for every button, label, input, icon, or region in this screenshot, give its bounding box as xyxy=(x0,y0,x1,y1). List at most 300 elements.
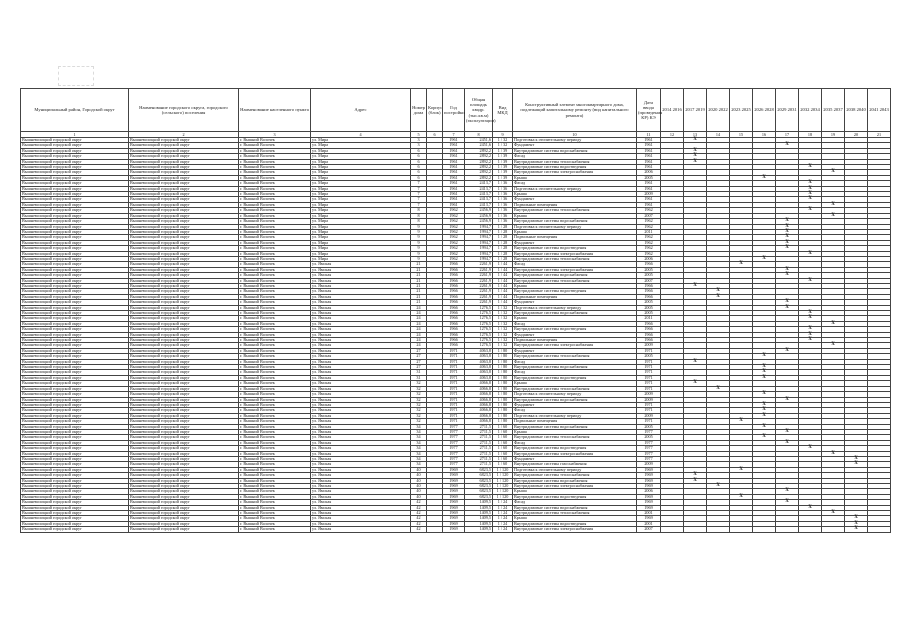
table-cell: Вышневолоцкий городской округ xyxy=(129,370,239,375)
column-header: 2023 2025 xyxy=(730,89,753,132)
table-cell: 1969 xyxy=(637,505,661,510)
table-cell: г. Вышний Волочек xyxy=(239,527,311,532)
table-cell: Вышневолоцкий городской округ xyxy=(21,289,129,294)
table-cell: 4066,8 xyxy=(465,419,493,424)
table-cell: Вышневолоцкий городской округ xyxy=(21,521,129,526)
table-cell: ул. Ямская xyxy=(311,478,411,483)
table-cell: 2711,5 xyxy=(465,446,493,451)
table-cell: Вышневолоцкий городской округ xyxy=(129,143,239,148)
column-header: 2014 2016 xyxy=(661,89,684,132)
table-cell: Фасад xyxy=(513,359,637,364)
table-cell: ул. Ямская xyxy=(311,386,411,391)
table-cell: Вышневолоцкий городской округ xyxy=(129,500,239,505)
table-cell: 6 xyxy=(411,165,427,170)
table-cell: Внутридомовые системы газоснабжения xyxy=(513,462,637,467)
table-cell: Вышневолоцкий городской округ xyxy=(129,462,239,467)
table-cell: Крыша xyxy=(513,229,637,234)
table-cell: 2711,5 xyxy=(465,451,493,456)
table-cell: г. Вышний Волочек xyxy=(239,138,311,143)
table-cell: 32 xyxy=(411,386,427,391)
table-cell: 4063,8 xyxy=(465,348,493,353)
period-mark-cell: X xyxy=(776,500,799,505)
table-cell: Вышневолоцкий городской округ xyxy=(129,413,239,418)
table-cell: 1969 xyxy=(443,494,465,499)
period-mark-cell: X xyxy=(753,256,776,261)
table-cell: 1966 xyxy=(443,332,465,337)
period-mark-cell: X xyxy=(822,511,845,516)
table-cell: 1966 xyxy=(443,278,465,283)
table-cell: 2005 xyxy=(637,354,661,359)
table-cell: ул. Ямская xyxy=(311,338,411,343)
column-header: 2026 2028 xyxy=(753,89,776,132)
table-cell: Вышневолоцкий городской округ xyxy=(129,278,239,283)
table-cell: Вышневолоцкий городской округ xyxy=(21,267,129,272)
table-cell: 1977 xyxy=(637,446,661,451)
period-mark-cell: X xyxy=(730,262,753,267)
table-cell: 1977 xyxy=(443,440,465,445)
table-cell: 1969 xyxy=(443,521,465,526)
table-cell: Вышневолоцкий городской округ xyxy=(21,197,129,202)
table-cell: Вышневолоцкий городской округ xyxy=(21,246,129,251)
table-cell: Крыша xyxy=(513,489,637,494)
table-cell: Вышневолоцкий городской округ xyxy=(129,424,239,429)
table-cell: Вышневолоцкий городской округ xyxy=(21,456,129,461)
table-cell: 4066,8 xyxy=(465,392,493,397)
table-cell: 27 xyxy=(411,354,427,359)
table-cell: 9 xyxy=(411,246,427,251)
column-number: 16 xyxy=(753,132,776,138)
column-number: 10 xyxy=(513,132,637,138)
period-mark-cell: X xyxy=(822,170,845,175)
period-mark-cell: X xyxy=(684,138,707,143)
table-cell: 40 xyxy=(411,484,427,489)
table-cell: г. Вышний Волочек xyxy=(239,246,311,251)
table-cell: 2001 xyxy=(637,521,661,526)
table-cell: 1 / 39 xyxy=(493,148,513,153)
table-cell: 1 / 44 xyxy=(493,267,513,272)
table-cell: Вышневолоцкий городской округ xyxy=(129,148,239,153)
period-mark-cell xyxy=(799,527,822,532)
table-cell: Вышневолоцкий городской округ xyxy=(21,278,129,283)
table-cell: 3 xyxy=(411,143,427,148)
table-body xyxy=(21,138,891,533)
table-cell: 1961 xyxy=(637,202,661,207)
table-cell: Вышневолоцкий городской округ xyxy=(21,511,129,516)
table-cell: 2711,5 xyxy=(465,429,493,434)
period-mark-cell: X xyxy=(799,181,822,186)
table-cell: 1 / 80 xyxy=(493,348,513,353)
table-cell: г. Вышний Волочек xyxy=(239,208,311,213)
table-cell: 1961 xyxy=(637,154,661,159)
table-cell: Вышневолоцкий городской округ xyxy=(129,354,239,359)
table-cell: г. Вышний Волочек xyxy=(239,278,311,283)
table-cell: 2009 xyxy=(637,413,661,418)
table-cell: 1977 xyxy=(637,440,661,445)
table-cell: г. Вышний Волочек xyxy=(239,365,311,370)
table-cell: 42 xyxy=(411,500,427,505)
table-cell: 4063,8 xyxy=(465,365,493,370)
table-cell: 1969 xyxy=(637,467,661,472)
table-cell: 1971 xyxy=(443,375,465,380)
table-cell: Вышневолоцкий городской округ xyxy=(21,397,129,402)
table-cell: Вышневолоцкий городской округ xyxy=(21,327,129,332)
table-cell: 1969 xyxy=(443,505,465,510)
period-mark-cell: X xyxy=(822,451,845,456)
table-cell: Вышневолоцкий городской округ xyxy=(21,148,129,153)
table-cell: 1 / 28 xyxy=(493,251,513,256)
table-cell: Вышневолоцкий городской округ xyxy=(129,283,239,288)
table-cell: ул. Ямская xyxy=(311,267,411,272)
table-cell: 2007 xyxy=(637,527,661,532)
table-cell: 1 / 32 xyxy=(493,338,513,343)
table-cell: Вышневолоцкий городской округ xyxy=(129,511,239,516)
table-cell: 4063,8 xyxy=(465,354,493,359)
table-cell xyxy=(427,527,443,532)
table-cell: 1962 xyxy=(443,235,465,240)
table-cell: Вышневолоцкий городской округ xyxy=(129,235,239,240)
table-cell: 1971 xyxy=(443,392,465,397)
table-cell: г. Вышний Волочек xyxy=(239,419,311,424)
table-cell: ул. Ямская xyxy=(311,473,411,478)
table-cell: 4066,8 xyxy=(465,397,493,402)
table-cell: 21 xyxy=(411,289,427,294)
table-cell: 2009 xyxy=(637,462,661,467)
table-cell: ул. Ямская xyxy=(311,521,411,526)
table-cell: Внутридомовые системы водоснабжения xyxy=(513,311,637,316)
period-mark-cell: X xyxy=(776,348,799,353)
period-mark-cell: X xyxy=(684,359,707,364)
table-cell: Вышневолоцкий городской округ xyxy=(21,381,129,386)
table-cell: ул. Мира xyxy=(311,148,411,153)
column-header: 2032 2034 xyxy=(799,89,822,132)
table-cell: 1 / 24 xyxy=(493,505,513,510)
period-mark-cell: X xyxy=(799,327,822,332)
table-cell: Вышневолоцкий городской округ xyxy=(21,300,129,305)
table-cell: Фасад xyxy=(513,370,637,375)
table-cell: 1 / 24 xyxy=(493,500,513,505)
table-cell: Вышневолоцкий городской округ xyxy=(21,170,129,175)
table-cell: ул. Ямская xyxy=(311,327,411,332)
table-cell: 1977 xyxy=(637,456,661,461)
table-cell: Вышневолоцкий городской округ xyxy=(129,343,239,348)
table-cell: ул. Мира xyxy=(311,240,411,245)
table-cell: 9 xyxy=(411,240,427,245)
table-cell: 1 / 28 xyxy=(493,240,513,245)
table-cell: 1 / 60 xyxy=(493,456,513,461)
table-cell: 21 xyxy=(411,294,427,299)
table-cell: 1966 xyxy=(443,338,465,343)
table-cell: ул. Ямская xyxy=(311,511,411,516)
table-cell: 1 / 32 xyxy=(493,316,513,321)
table-cell: 1409,5 xyxy=(465,527,493,532)
table-cell: Вышневолоцкий городской округ xyxy=(21,321,129,326)
table-cell: 27 xyxy=(411,359,427,364)
table-cell: 1971 xyxy=(443,381,465,386)
table-cell: Вышневолоцкий городской округ xyxy=(21,159,129,164)
table-cell: 24 xyxy=(411,321,427,326)
table-cell: 42 xyxy=(411,516,427,521)
table-cell: 2451,6 xyxy=(465,143,493,148)
column-number: 4 xyxy=(311,132,411,138)
table-cell: 1 / 44 xyxy=(493,278,513,283)
table-cell: ул. Ямская xyxy=(311,462,411,467)
table-cell: 1961 xyxy=(443,165,465,170)
table-cell: 2007 xyxy=(637,278,661,283)
column-number: 18 xyxy=(799,132,822,138)
table-cell: Подготовка к отопительному периоду xyxy=(513,413,637,418)
table-cell: Подвальные помещения xyxy=(513,235,637,240)
table-cell: 1961 xyxy=(637,159,661,164)
table-cell: Фасад xyxy=(513,408,637,413)
table-cell: 1 / 24 xyxy=(493,516,513,521)
table-cell: Внутридомовые системы водоснабжения xyxy=(513,505,637,510)
table-cell: г. Вышний Волочек xyxy=(239,429,311,434)
table-cell: Вышневолоцкий городской округ xyxy=(129,419,239,424)
table-cell: 1 / 44 xyxy=(493,262,513,267)
table-cell: Вышневолоцкий городской округ xyxy=(21,181,129,186)
table-cell: 1966 xyxy=(637,332,661,337)
column-number: 20 xyxy=(845,132,868,138)
table-cell: ул. Ямская xyxy=(311,381,411,386)
table-cell: 2892,2 xyxy=(465,148,493,153)
table-cell: 24 xyxy=(411,332,427,337)
table-cell: ул. Ямская xyxy=(311,429,411,434)
period-mark-cell xyxy=(776,527,799,532)
table-cell: 1966 xyxy=(443,316,465,321)
table-cell: 1966 xyxy=(443,273,465,278)
table-cell: Вышневолоцкий городской округ xyxy=(21,192,129,197)
table-cell: 1962 xyxy=(637,219,661,224)
table-cell: 32 xyxy=(411,408,427,413)
table-cell: 2413,7 xyxy=(465,197,493,202)
table-cell: г. Вышний Волочек xyxy=(239,408,311,413)
table-cell: 2005 xyxy=(637,305,661,310)
table-cell: 4063,8 xyxy=(465,359,493,364)
table-cell: 1 / 80 xyxy=(493,375,513,380)
table-cell: 6 xyxy=(411,148,427,153)
table-cell: 1966 xyxy=(637,262,661,267)
table-cell: Подготовка к отопительному периоду xyxy=(513,305,637,310)
period-mark-cell: X xyxy=(776,489,799,494)
table-cell: Внутридомовые системы электроснабжения xyxy=(513,267,637,272)
period-mark-cell: X xyxy=(753,435,776,440)
table-cell: Внутридомовые системы водоотведения xyxy=(513,494,637,499)
table-cell: 1 / 28 xyxy=(493,235,513,240)
period-mark-cell: X xyxy=(776,224,799,229)
table-cell: Фундамент xyxy=(513,332,637,337)
table-cell: Вышневолоцкий городской округ xyxy=(129,256,239,261)
table-cell: г. Вышний Волочек xyxy=(239,338,311,343)
table-cell: Крыша xyxy=(513,213,637,218)
period-mark-cell: X xyxy=(799,197,822,202)
table-cell: 1969 xyxy=(637,516,661,521)
table-cell: 1 / 24 xyxy=(493,511,513,516)
table-cell: 1971 xyxy=(443,365,465,370)
table-cell: 2011 xyxy=(637,229,661,234)
table-cell: Вышневолоцкий городской округ xyxy=(21,186,129,191)
table-cell: 1 / 24 xyxy=(493,521,513,526)
period-mark-cell: X xyxy=(822,321,845,326)
table-cell: 1966 xyxy=(443,321,465,326)
period-mark-cell: X xyxy=(684,473,707,478)
table-cell: ул. Мира xyxy=(311,246,411,251)
table-row xyxy=(21,527,891,532)
table-cell: 1966 xyxy=(443,300,465,305)
period-mark-cell: X xyxy=(684,283,707,288)
table-cell: Вышневолоцкий городской округ xyxy=(129,402,239,407)
table-cell: 24 xyxy=(411,305,427,310)
table-cell: г. Вышний Волочек xyxy=(239,316,311,321)
column-number: 2 xyxy=(129,132,239,138)
table-cell: 1962 xyxy=(443,224,465,229)
table-cell: Вышневолоцкий городской округ xyxy=(129,446,239,451)
table-cell: 1 / 80 xyxy=(493,402,513,407)
table-cell: г. Вышний Волочек xyxy=(239,143,311,148)
period-mark-cell: X xyxy=(799,332,822,337)
table-cell: Вышневолоцкий городской округ xyxy=(129,273,239,278)
table-cell: 1994,7 xyxy=(465,251,493,256)
table-cell: 2892,2 xyxy=(465,175,493,180)
column-number: 14 xyxy=(707,132,730,138)
table-cell: 1962 xyxy=(637,240,661,245)
table-cell: г. Вышний Волочек xyxy=(239,175,311,180)
table-cell: г. Вышний Волочек xyxy=(239,375,311,380)
column-number: 12 xyxy=(661,132,684,138)
table-cell: Вышневолоцкий городской округ xyxy=(21,494,129,499)
table-cell: 1966 xyxy=(443,294,465,299)
table-cell: Внутридомовые системы водоотведения xyxy=(513,375,637,380)
table-cell: Вышневолоцкий городской округ xyxy=(21,402,129,407)
period-mark-cell: X xyxy=(684,381,707,386)
table-cell: Вышневолоцкий городской округ xyxy=(21,478,129,483)
table-cell: ул. Ямская xyxy=(311,516,411,521)
table-cell: 2261,9 xyxy=(465,300,493,305)
table-cell: 34 xyxy=(411,424,427,429)
table-cell: г. Вышний Волочек xyxy=(239,446,311,451)
table-cell: Внутридомовые системы электроснабжения xyxy=(513,170,637,175)
table-cell: 1971 xyxy=(637,419,661,424)
table-cell: Внутридомовые системы электроснабжения xyxy=(513,251,637,256)
table-cell: 1962 xyxy=(637,251,661,256)
table-cell: 2892,2 xyxy=(465,154,493,159)
table-cell: Подвальные помещения xyxy=(513,338,637,343)
table-cell: г. Вышний Волочек xyxy=(239,165,311,170)
table-cell: ул. Мира xyxy=(311,143,411,148)
table-cell: Вышневолоцкий городской округ xyxy=(129,246,239,251)
table-cell: 1 / 32 xyxy=(493,138,513,143)
table-cell: 2892,2 xyxy=(465,165,493,170)
table-cell: 9 xyxy=(411,224,427,229)
column-header: Вид МКД xyxy=(493,89,513,132)
table-cell: 1971 xyxy=(443,402,465,407)
table-cell: 1977 xyxy=(443,446,465,451)
period-mark-cell xyxy=(730,527,753,532)
table-cell: 2006 xyxy=(637,489,661,494)
table-cell: 1 / 36 xyxy=(493,202,513,207)
table-cell: Подготовка к отопительному периоду xyxy=(513,467,637,472)
table-cell: 1 / 28 xyxy=(493,246,513,251)
table-cell: Крыша xyxy=(513,316,637,321)
table-cell: 1962 xyxy=(443,240,465,245)
table-cell: г. Вышний Волочек xyxy=(239,321,311,326)
table-cell: Внутридомовые системы водоотведения xyxy=(513,521,637,526)
table-cell: Вышневолоцкий городской округ xyxy=(21,229,129,234)
period-mark-cell: X xyxy=(776,219,799,224)
table-cell: 2006 xyxy=(637,170,661,175)
table-cell: г. Вышний Волочек xyxy=(239,484,311,489)
table-cell: Вышневолоцкий городской округ xyxy=(129,321,239,326)
period-mark-cell: X xyxy=(822,343,845,348)
table-cell: Фундамент xyxy=(513,143,637,148)
table-cell: 4066,8 xyxy=(465,381,493,386)
table-cell: г. Вышний Волочек xyxy=(239,283,311,288)
table-cell: г. Вышний Волочек xyxy=(239,402,311,407)
table-cell: Вышневолоцкий городской округ xyxy=(21,392,129,397)
table-cell: 2711,5 xyxy=(465,440,493,445)
table-cell: 1 / 32 xyxy=(493,311,513,316)
table-cell: 7 xyxy=(411,186,427,191)
table-cell: г. Вышний Волочек xyxy=(239,354,311,359)
table-cell: Подготовка к отопительному периоду xyxy=(513,138,637,143)
table-cell: 1962 xyxy=(637,235,661,240)
table-cell: 2005 xyxy=(637,175,661,180)
table-cell: 24 xyxy=(411,327,427,332)
table-cell: Вышневолоцкий городской округ xyxy=(129,359,239,364)
table-cell: Вышневолоцкий городской округ xyxy=(21,505,129,510)
table-cell: Вышневолоцкий городской округ xyxy=(21,165,129,170)
table-cell: Вышневолоцкий городской округ xyxy=(21,294,129,299)
period-mark-cell: X xyxy=(776,143,799,148)
table-cell: 21 xyxy=(411,267,427,272)
table-cell: Подвальные помещения xyxy=(513,419,637,424)
period-mark-cell: X xyxy=(707,289,730,294)
column-header: 2017 2019 xyxy=(684,89,707,132)
table-cell: Вышневолоцкий городской округ xyxy=(129,181,239,186)
table-cell: Вышневолоцкий городской округ xyxy=(21,413,129,418)
table-cell: 6823,5 xyxy=(465,484,493,489)
table-cell: 1966 xyxy=(443,311,465,316)
period-mark-cell: X xyxy=(684,148,707,153)
table-cell: Вышневолоцкий городской округ xyxy=(129,251,239,256)
column-header: 2029 2031 xyxy=(776,89,799,132)
table-cell: 1961 xyxy=(637,181,661,186)
table-cell: 8 xyxy=(411,208,427,213)
table-cell: 1971 xyxy=(443,370,465,375)
table-cell: 1961 xyxy=(443,170,465,175)
table-cell: 1977 xyxy=(443,435,465,440)
column-header: Общая площадь квадр. (тыс.кв.м) (эксплуатации) xyxy=(465,89,493,132)
column-header: 2041 2043 xyxy=(868,89,891,132)
table-cell: 2261,9 xyxy=(465,262,493,267)
column-header: 2020 2022 xyxy=(707,89,730,132)
table-cell: Вышневолоцкий городской округ xyxy=(21,235,129,240)
table-cell: Вышневолоцкий городской округ xyxy=(129,375,239,380)
table-cell: 2009 xyxy=(637,392,661,397)
table-cell: 7 xyxy=(411,181,427,186)
table-cell: 1409,5 xyxy=(465,500,493,505)
table-cell: Внутридомовые системы теплоснабжения xyxy=(513,256,637,261)
column-number: 1 xyxy=(21,132,129,138)
table-cell: Вышневолоцкий городской округ xyxy=(21,332,129,337)
table-cell: 9 xyxy=(411,256,427,261)
table-cell: 1 / 120 xyxy=(493,473,513,478)
table-cell: 7 xyxy=(411,192,427,197)
table-cell: 1971 xyxy=(637,370,661,375)
table-cell: Вышневолоцкий городской округ xyxy=(21,408,129,413)
table-cell: Вышневолоцкий городской округ xyxy=(129,219,239,224)
period-mark-cell: X xyxy=(822,202,845,207)
table-cell: 2007 xyxy=(637,213,661,218)
